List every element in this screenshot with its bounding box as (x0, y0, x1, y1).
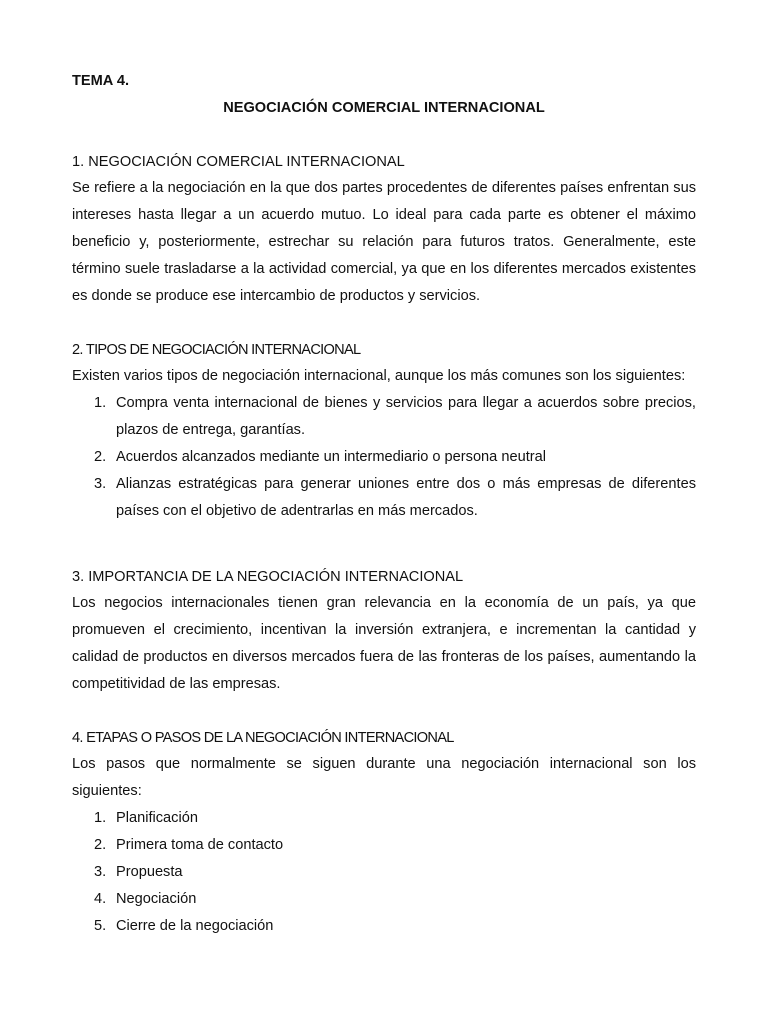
section-paragraph: Los pasos que normalmente se siguen durante una negociación internacional son los siguientes: (72, 756, 696, 799)
list-number: 3. (94, 864, 107, 880)
section-heading: 3. IMPORTANCIA DE LA NEGOCIACIÓN INTERNACIONAL (72, 569, 464, 585)
list-text: Propuesta (116, 864, 183, 880)
list-item (72, 913, 696, 940)
list-text: Cierre de la negociación (116, 918, 274, 934)
list-text: Negociación (116, 891, 197, 907)
list-number: 1. (94, 810, 107, 826)
list-number: 2. (94, 837, 107, 853)
section-heading: 1. NEGOCIACIÓN COMERCIAL INTERNACIONAL (72, 154, 405, 170)
list-text: Planificación (116, 810, 198, 826)
list-item (72, 390, 696, 444)
list-number: 3. (94, 476, 107, 492)
list-item (72, 832, 696, 859)
section-paragraph: Los negocios internacionales tienen gran relevancia en la economía de un país, ya que promueven el crecimiento, incentivan la inversión extranjera, e incrementan la cantidad y calidad de productos en diversos mercados fuera de las fronteras de los países, aumentando la competitividad de las empresas. (72, 595, 696, 692)
section-heading: 2. TIPOS DE NEGOCIACIÓN INTERNACIONAL (72, 342, 361, 358)
list-number: 2. (94, 449, 107, 465)
list-number: 1. (94, 395, 107, 411)
section-paragraph: Existen varios tipos de negociación internacional, aunque los más comunes son los siguientes: (72, 368, 686, 384)
numbered-list (72, 390, 696, 525)
section-paragraph: Se refiere a la negociación en la que dos partes procedentes de diferentes países enfrentan sus intereses hasta llegar a un acuerdo mutuo. Lo ideal para cada parte es obtener el máximo beneficio y, posteriormente, estrechar su relación para futuros tratos. Generalmente, este término suele trasladarse a la actividad comercial, ya que en los diferentes mercados existentes es donde se produce ese intercambio de productos y servicios. (72, 180, 696, 304)
list-item (72, 444, 696, 471)
list-item (72, 859, 696, 886)
list-item (72, 471, 696, 525)
list-text: Alianzas estratégicas para generar uniones entre dos o más empresas de diferentes países con el objetivo de adentrarlas en más mercados. (116, 476, 696, 519)
section-2 (72, 340, 696, 525)
list-text: Primera toma de contacto (116, 837, 284, 853)
numbered-list (72, 805, 696, 940)
list-item (72, 886, 696, 913)
topic-number: TEMA 4. (72, 73, 130, 89)
section-heading: 4. ETAPAS O PASOS DE LA NEGOCIACIÓN INTERNACIONAL (72, 730, 454, 746)
list-text: Acuerdos alcanzados mediante un intermediario o persona neutral (116, 449, 546, 465)
section-1 (72, 152, 696, 310)
list-number: 5. (94, 918, 107, 934)
section-4 (72, 728, 696, 940)
document-title: NEGOCIACIÓN COMERCIAL INTERNACIONAL (223, 100, 545, 116)
section-3 (72, 567, 696, 698)
list-item (72, 805, 696, 832)
list-number: 4. (94, 891, 107, 907)
list-text: Compra venta internacional de bienes y servicios para llegar a acuerdos sobre precios, plazos de entrega, garantías. (116, 395, 696, 438)
